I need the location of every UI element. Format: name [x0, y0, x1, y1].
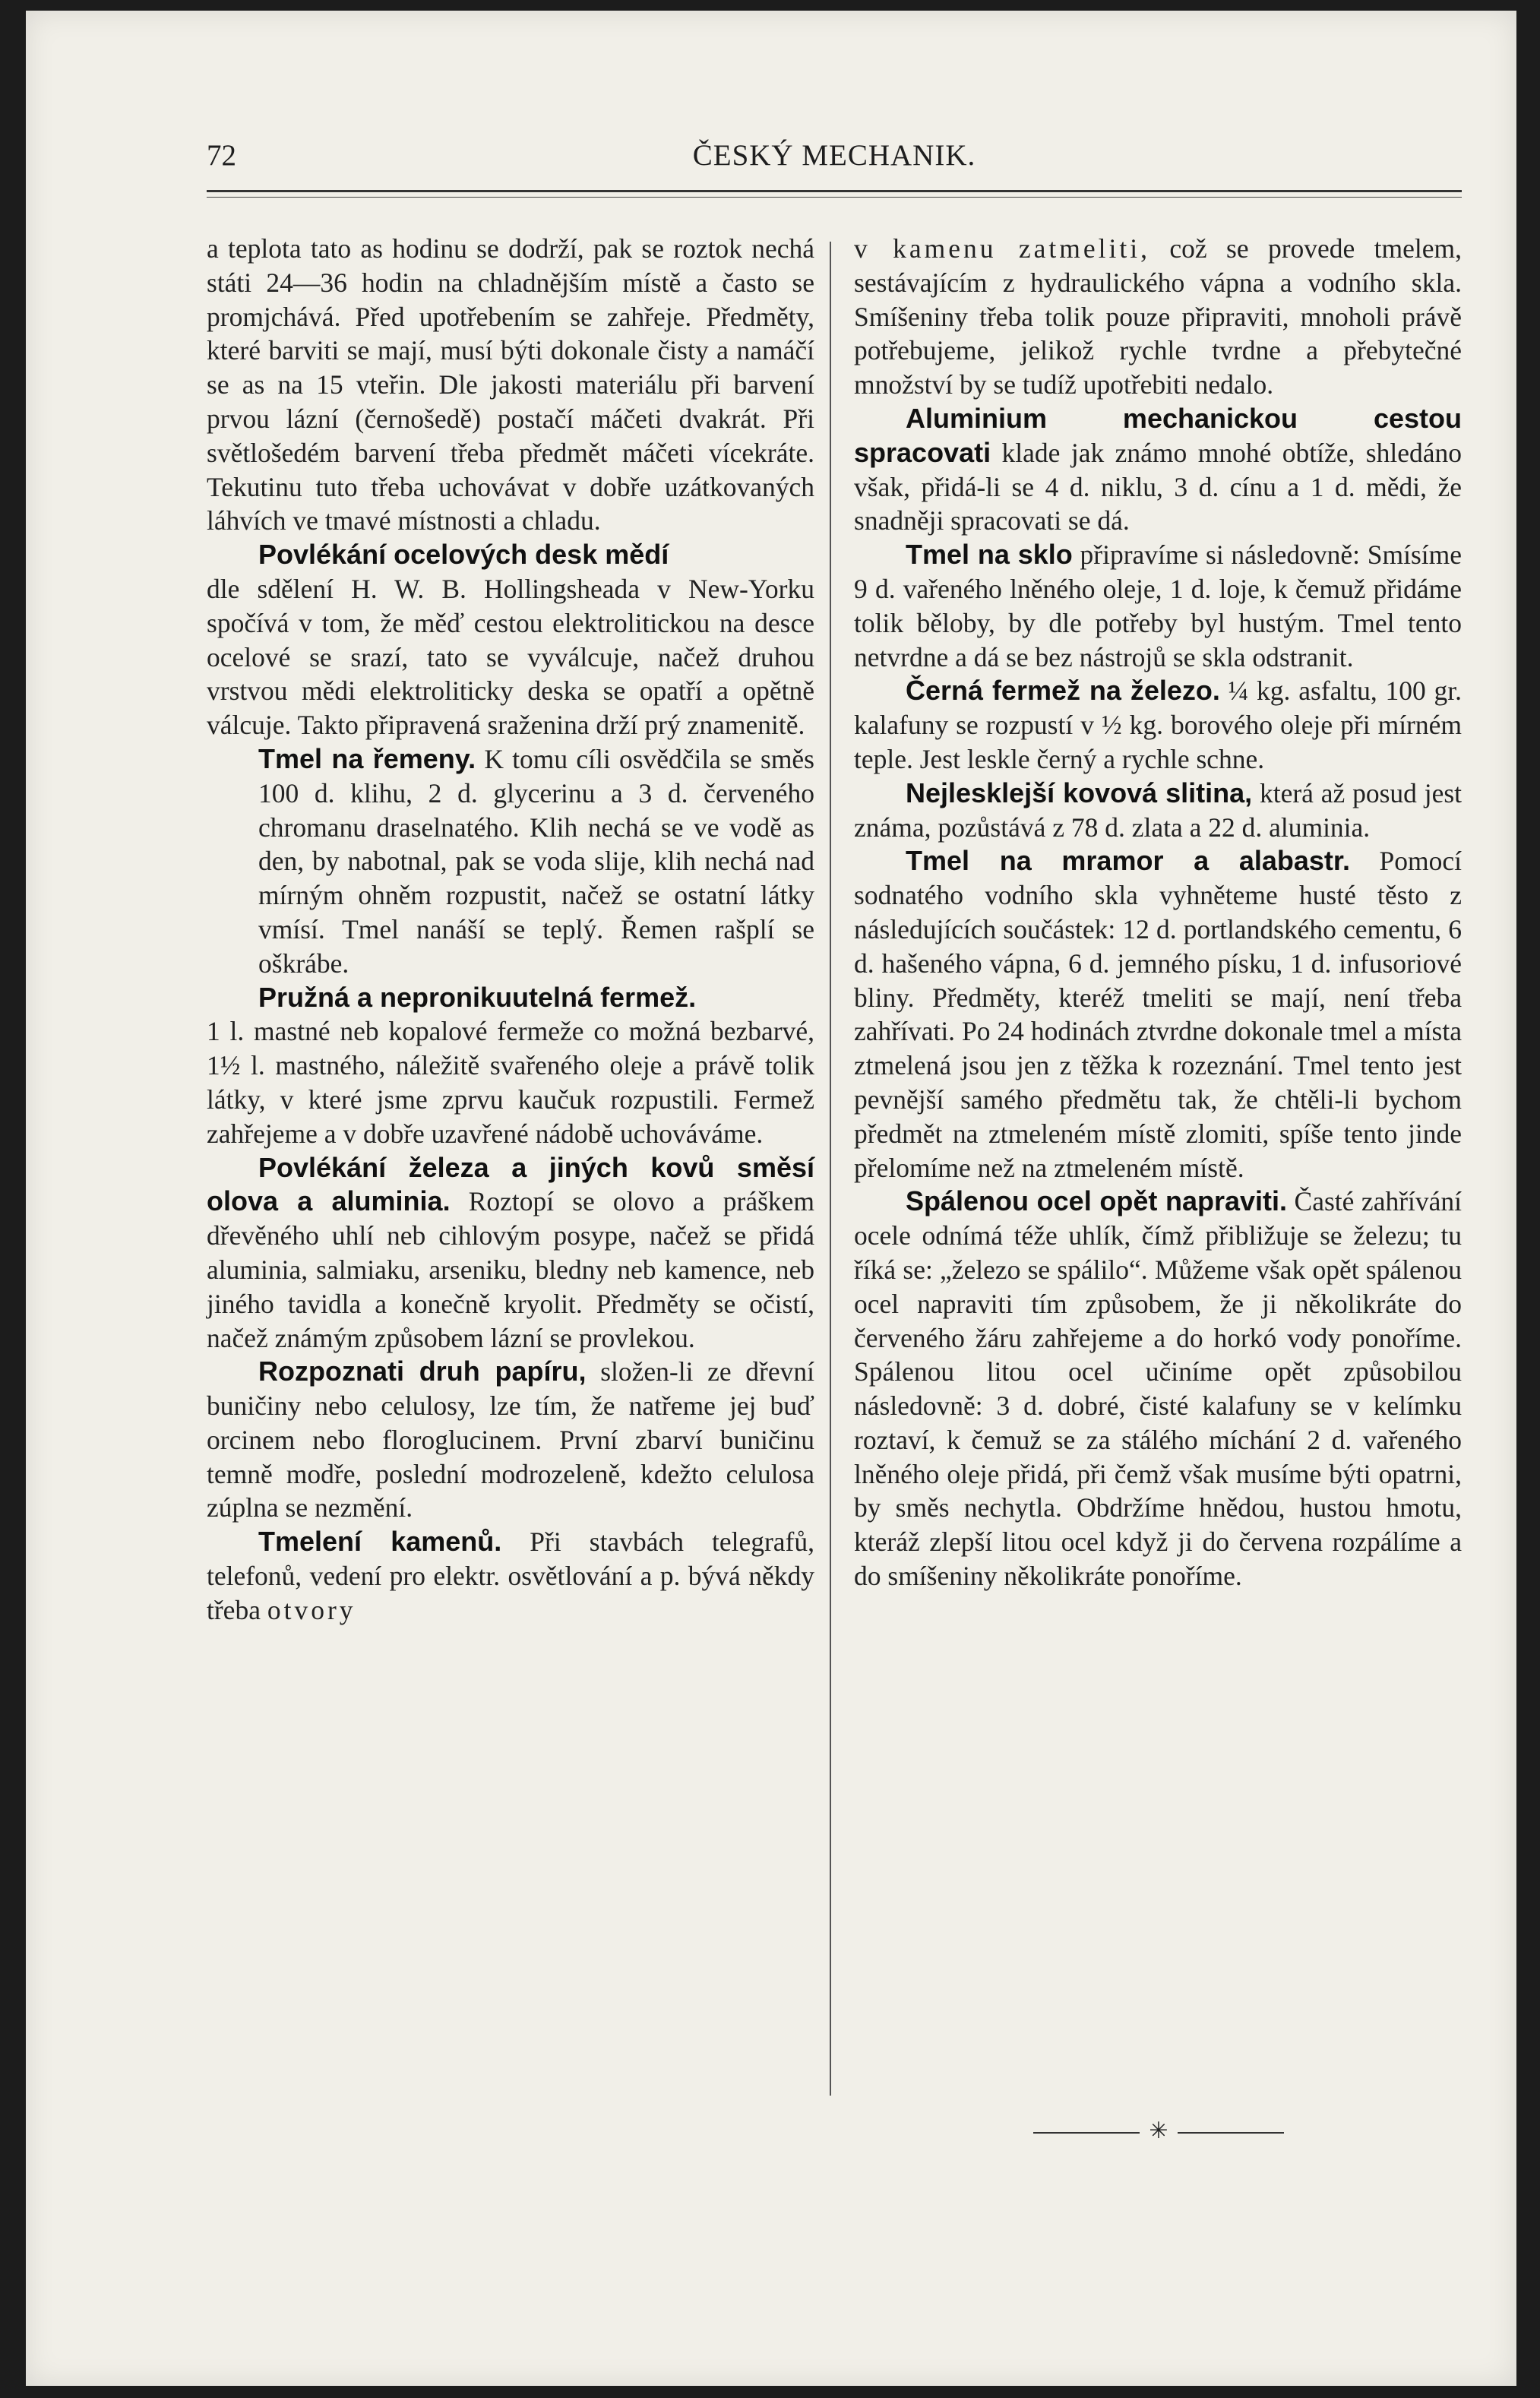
ornament-line-right	[1178, 2132, 1284, 2134]
section-heading: Povlékání železa a jiných kovů směsí olova a aluminia.	[207, 1151, 814, 1217]
section-heading: Pružná a nepronikuutelná fermež.	[258, 981, 697, 1013]
section-text: Pomocí sodnatého vodního skla vyhněteme husté těsto z následujících součástek: 12 d. portlandského cementu, 6 d. hašeného vápna, 6 d. jemného písku, 1 d. infusoriové bliny. Předměty, kteréž tmeliti se mají, není třeba zahřívati. Po 24 hodinách ztvrdne dokonale tmel a místa ztmelená jsou jen z těžka k rozeznání. Tmel tento jest pevnější samého předmětu tak, že chtěli-li bychom předmět na ztmeleném místě zlomiti, spíše tento jinde přelomíme než na ztmeleném místě.	[854, 846, 1462, 1183]
section-paragraph	[854, 538, 1462, 674]
section-text: Při stavbách telegrafů, telefonů, vedení pro elektr. osvětlování a p. bývá někdy třeba	[207, 1526, 814, 1625]
page-header	[207, 138, 1462, 178]
section-heading: Tmelení kamenů.	[258, 1526, 502, 1558]
continued-text: což se provede tmelem, sestávajícím z hydraulického vápna a vodního skla. Smíšeniny třeba tolik pouze připraviti, mnoholi právě potřebujeme, jelikož rychle tvrdne a přebytečné množství by se tudíž upotřebiti nedalo.	[854, 233, 1463, 400]
section-paragraph	[854, 1185, 1462, 1593]
continued-paragraph	[854, 232, 1462, 402]
section-text: připravíme si následovně: Smísíme 9 d. vařeného lněného oleje, 1 d. loje, k čemuž přidáme tolik běloby, by dle potřeby byl hustým. Tmel tento netvrdne a dá se bez nástrojů se skla odstranit.	[854, 539, 1462, 672]
section-heading: Černá fermež na železo.	[906, 675, 1220, 707]
section-text: 1 l. mastné neb kopalové fermeže co možná bezbarvé, 1½ l. mastného, náležitě svařeného oleje a právě tolik látky, v které jsme zprvu kaučuk rozpustili. Fermež zahřejeme a v dobře uzavřené nádobě uchováváme.	[207, 1016, 814, 1149]
section-text: složen-li ze dřevní buničiny nebo celulosy, lze tím, že natřeme jej buď orcinem nebo floroglucinem. První zbarví buničinu temně modře, poslední modrozeleně, kdežto celulosa zúplna se nezmění.	[207, 1356, 814, 1523]
section-text: Roztopí se olovo a práškem dřevěného uhlí neb cihlovým posype, načež se přidá aluminia, salmiaku, arseniku, bledny neb kamence, neb jiného tavidla a konečně kryolit. Předměty se očistí, načež známým způsobem lázní se provlekou.	[207, 1186, 815, 1353]
section-heading: Tmel na mramor a alabastr.	[906, 845, 1350, 877]
section-paragraph	[854, 777, 1462, 845]
intro-paragraph: a teplota tato as hodinu se dodrží, pak se roztok nechá státi 24—36 hodin na chladnějším místě a často se promjchává. Před upotřebením se zahřeje. Předměty, které barviti se mají, musí býti dokonale čisty a namáčí se as na 15 vteřin. Dle jakosti materiálu při barvení prvou lázní (černošedě) postačí máčeti dvakrát. Při světlošedém barvení třeba předmět máčeti vícekráte. Tekutinu tuto třeba uchovávat v dobře uzátkovaných láhvích ve tmavé místnosti a chladu.	[207, 233, 814, 536]
section-paragraph	[207, 742, 814, 981]
section-text: ¼ kg. asfaltu, 100 gr. kalafuny se rozpustí v ½ kg. borového oleje při mírném teple. Jest leskle černý a rychle schne.	[854, 675, 1462, 774]
right-column	[854, 232, 1462, 1593]
section-paragraph	[854, 674, 1462, 776]
ornament-line-left	[1033, 2132, 1140, 2134]
ornament-star-icon: ✳	[1149, 2118, 1168, 2144]
section-heading: Povlékání ocelových desk mědí	[258, 539, 669, 571]
section-heading: Nejlesklejší kovová slitina,	[906, 777, 1253, 808]
section-text: Časté zahřívání ocele odnímá téže uhlík, čímž přibližuje se železu; tu říká se: „železo se spálilo“. Můžeme však opět spálenou ocel napraviti tím způsobem, že ji několikráte do červeného žáru zahřejeme a do horkó vody ponoříme. Spálenou litou ocel učiníme opět způsobilou následovně: 3 d. dobré, čisté kalafuny se v kelímku roztaví, k čemuž se za stálého míchání 2 d. vařeného lněného oleje přidá, při čemž však musíme býti opatrni, by směs nechytla. Obdržíme hnědou, hustou hmotu, kteráž zlepší litou ocel když ji do červena rozpálíme a do smíšeniny několikráte ponoříme.	[854, 1186, 1462, 1592]
section-paragraph	[854, 402, 1462, 538]
running-title: ČESKÝ MECHANIK.	[692, 139, 976, 172]
section-heading: Spálenou ocel opět napraviti.	[906, 1185, 1288, 1217]
section-paragraph	[207, 1355, 814, 1525]
section-text-spaced: otvory	[267, 1594, 356, 1625]
column-divider	[830, 242, 831, 2096]
header-rule-thick	[207, 190, 1462, 192]
section-text: která až posud jest známa, pozůstává z 78 d. zlata a 22 d. aluminia.	[854, 777, 1463, 843]
header-rule-thin	[207, 197, 1462, 198]
left-column	[207, 232, 814, 1628]
section-paragraph	[854, 844, 1462, 1185]
asterism-ornament-icon	[854, 2118, 1462, 2144]
section-text: klade jak známo mnohé obtíže, shledáno však, přidá-li se 4 d. niklu, 3 d. cínu a 1 d. mědi, že snadněji spracovati se dá.	[854, 437, 1462, 536]
continued-spaced-text: v kamenu zatmeliti,	[854, 233, 1150, 264]
section-text: K tomu cíli osvědčila se směs 100 d. klihu, 2 d. glycerinu a 3 d. červeného chromanu draselnatého. Klih nechá se ve vodě as den, by nabotnal, pak se voda slije, klih nechá nad mírným ohněm rozpustit, načež se ostatní látky vmísí. Tmel nanáší se teplý. Řemen rašplí se oškrábe.	[258, 743, 814, 979]
section-paragraph	[207, 1525, 814, 1627]
page-number: 72	[207, 139, 236, 172]
section-heading: Tmel na sklo	[906, 539, 1073, 571]
section-text: dle sdělení H. W. B. Hollingsheada v New-Yorku spočívá v tom, že měď cestou elektrolitickou na desce ocelové se srazí, tato se vyválcuje, načež druhou vrstvou mědi elektroliticky deska se opatří a opětně válcuje. Takto připravená sraženina drží prý znamenitě.	[207, 573, 814, 741]
section-heading: Tmel na řemeny.	[258, 742, 476, 774]
section-heading: Rozpoznati druh papíru,	[258, 1356, 587, 1387]
section-heading: Aluminium mechanickou cestou spracovati	[854, 402, 1462, 468]
section-paragraph	[207, 1151, 814, 1356]
